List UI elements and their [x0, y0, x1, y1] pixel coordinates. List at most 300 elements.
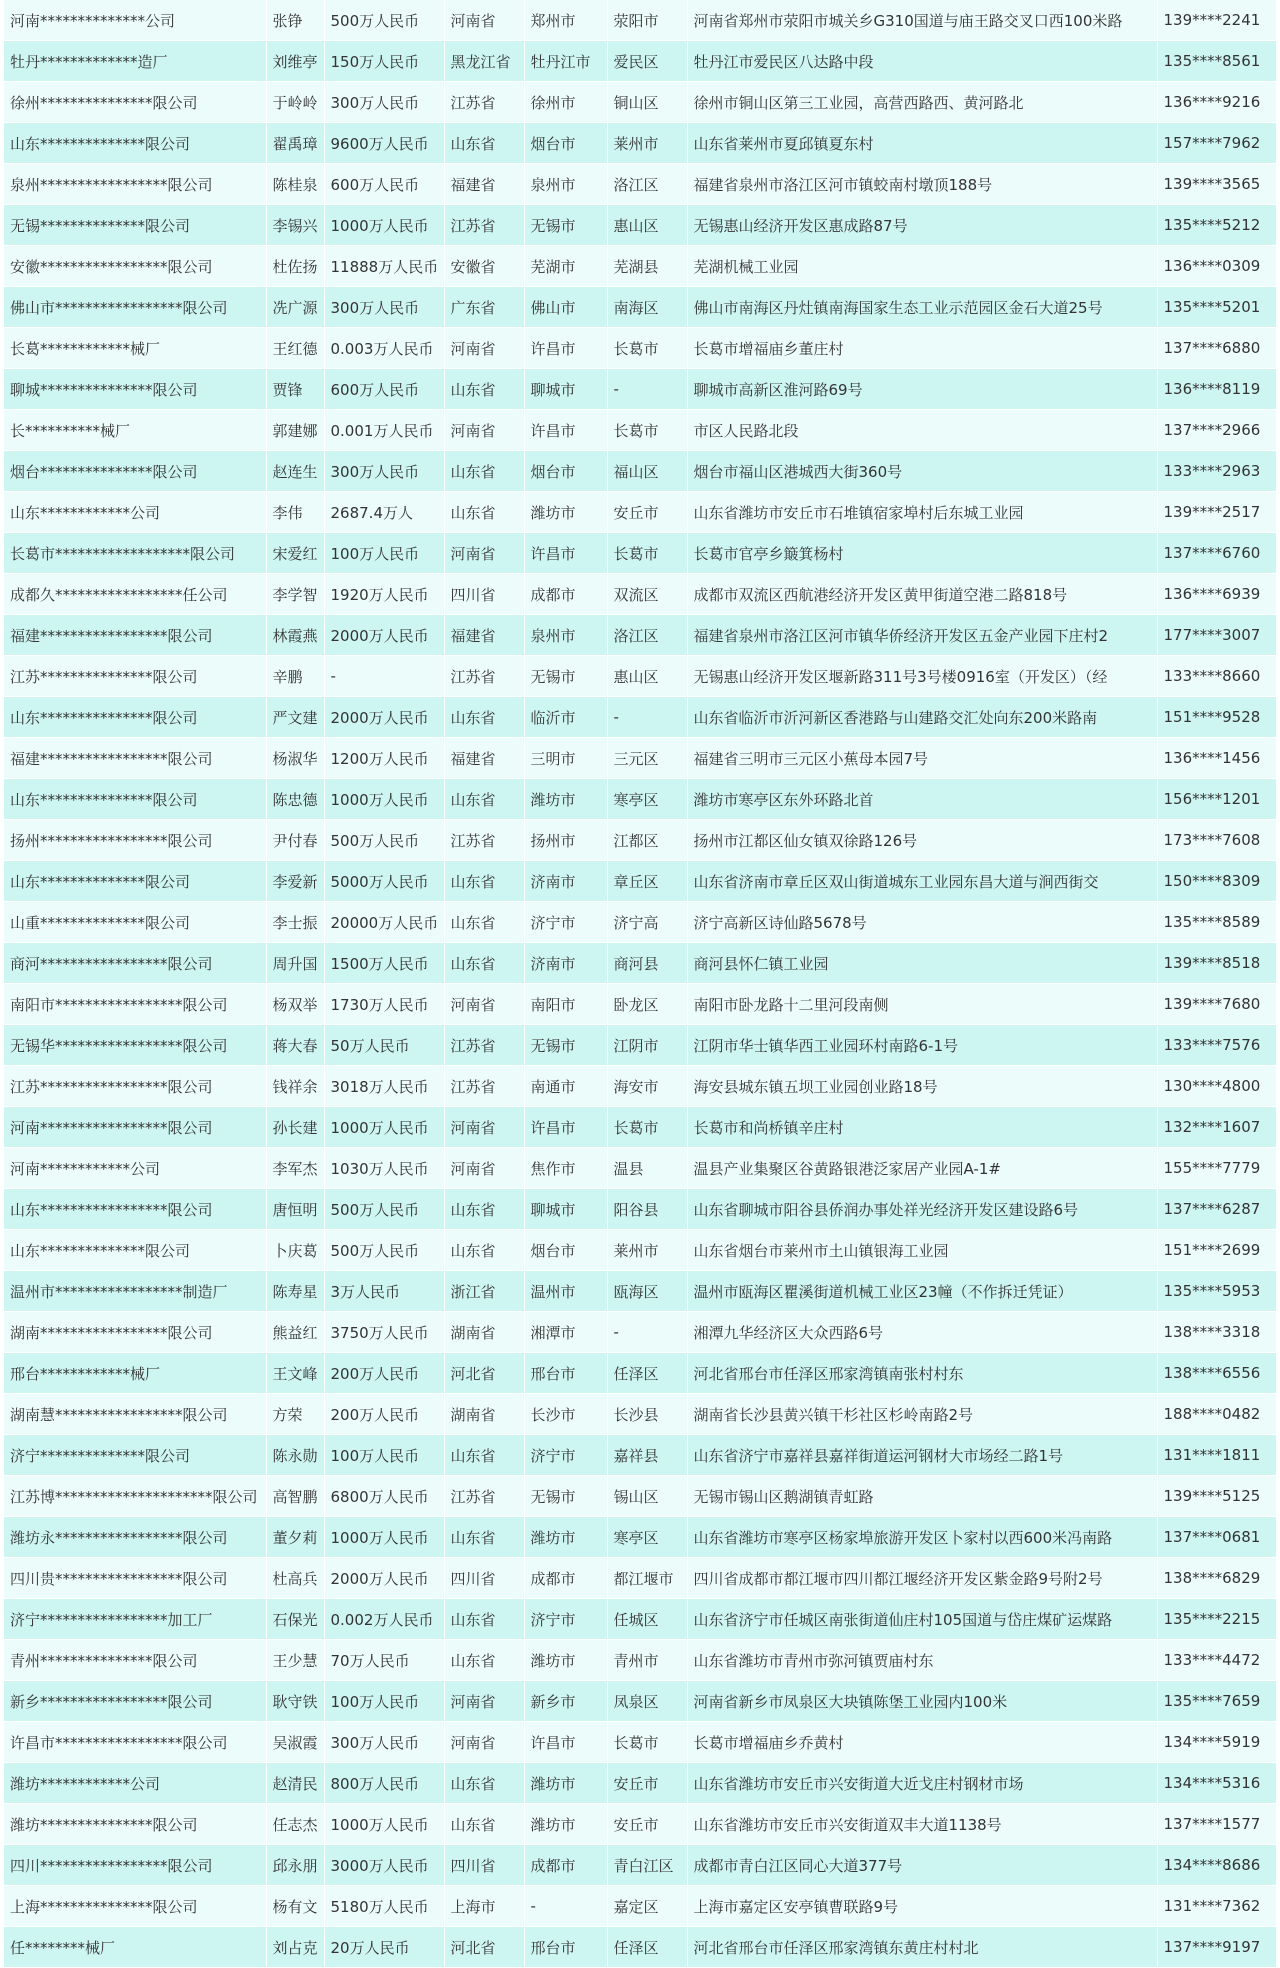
phone-cell: 132****1607: [1157, 1107, 1276, 1148]
registered-capital-cell: 500万人民币: [324, 1230, 444, 1271]
district-cell: 阳谷县: [607, 1189, 687, 1230]
legal-person-cell: 唐恒明: [266, 1189, 324, 1230]
table-row: [4, 1804, 1276, 1845]
district-cell: 莱州市: [607, 123, 687, 164]
legal-person-cell: 宋爱红: [266, 533, 324, 574]
province-cell: 河北省: [444, 1927, 524, 1968]
phone-cell: 135****8561: [1157, 41, 1276, 82]
city-cell: 扬州市: [524, 820, 607, 861]
table-row: [4, 1394, 1276, 1435]
district-cell: 莱州市: [607, 1230, 687, 1271]
province-cell: 四川省: [444, 574, 524, 615]
table-row: [4, 1189, 1276, 1230]
phone-cell: 137****9197: [1157, 1927, 1276, 1968]
registered-capital-cell: 3万人民币: [324, 1271, 444, 1312]
company-table: [4, 0, 1277, 1968]
table-row: [4, 1107, 1276, 1148]
address-cell: 长葛市增福庙乡董庄村: [687, 328, 1157, 369]
district-cell: 章丘区: [607, 861, 687, 902]
city-cell: 烟台市: [524, 123, 607, 164]
registered-capital-cell: 5000万人民币: [324, 861, 444, 902]
province-cell: 河南省: [444, 328, 524, 369]
district-cell: 任泽区: [607, 1927, 687, 1968]
phone-cell: 134****5316: [1157, 1763, 1276, 1804]
phone-cell: 137****6760: [1157, 533, 1276, 574]
address-cell: 山东省济宁市嘉祥县嘉祥街道运河钢材大市场经二路1号: [687, 1435, 1157, 1476]
district-cell: 福山区: [607, 451, 687, 492]
city-cell: 烟台市: [524, 451, 607, 492]
address-cell: 山东省潍坊市安丘市兴安街道大近戈庄村钢材市场: [687, 1763, 1157, 1804]
registered-capital-cell: 1500万人民币: [324, 943, 444, 984]
legal-person-cell: 杨淑华: [266, 738, 324, 779]
city-cell: 南阳市: [524, 984, 607, 1025]
address-cell: 温州市瓯海区瞿溪街道机械工业区23幢（不作拆迁凭证）: [687, 1271, 1157, 1312]
company-name-cell: 山东************公司: [4, 492, 266, 533]
company-name-cell: 无锡**************限公司: [4, 205, 266, 246]
table-row: [4, 82, 1276, 123]
table-row: [4, 1435, 1276, 1476]
phone-cell: 156****1201: [1157, 779, 1276, 820]
registered-capital-cell: 100万人民币: [324, 1435, 444, 1476]
registered-capital-cell: 20万人民币: [324, 1927, 444, 1968]
phone-cell: 133****8660: [1157, 656, 1276, 697]
city-cell: 湘潭市: [524, 1312, 607, 1353]
address-cell: 成都市青白江区同心大道377号: [687, 1845, 1157, 1886]
company-name-cell: 许昌市*****************限公司: [4, 1722, 266, 1763]
legal-person-cell: 钱祥余: [266, 1066, 324, 1107]
province-cell: 江苏省: [444, 205, 524, 246]
table-row: [4, 1640, 1276, 1681]
registered-capital-cell: 1000万人民币: [324, 1107, 444, 1148]
address-cell: 济宁高新区诗仙路5678号: [687, 902, 1157, 943]
district-cell: 寒亭区: [607, 779, 687, 820]
registered-capital-cell: 70万人民币: [324, 1640, 444, 1681]
table-row: [4, 1230, 1276, 1271]
province-cell: 四川省: [444, 1845, 524, 1886]
city-cell: 济宁市: [524, 902, 607, 943]
phone-cell: 138****6829: [1157, 1558, 1276, 1599]
legal-person-cell: 尹付春: [266, 820, 324, 861]
table-row: [4, 861, 1276, 902]
city-cell: 郑州市: [524, 0, 607, 41]
legal-person-cell: 陈永勋: [266, 1435, 324, 1476]
address-cell: 山东省潍坊市安丘市石堆镇宿家埠村后东城工业园: [687, 492, 1157, 533]
table-row: [4, 1927, 1276, 1968]
phone-cell: 135****2215: [1157, 1599, 1276, 1640]
registered-capital-cell: 2000万人民币: [324, 615, 444, 656]
province-cell: 山东省: [444, 779, 524, 820]
company-name-cell: 邢台************械厂: [4, 1353, 266, 1394]
city-cell: 无锡市: [524, 656, 607, 697]
phone-cell: 136****1456: [1157, 738, 1276, 779]
registered-capital-cell: 3750万人民币: [324, 1312, 444, 1353]
registered-capital-cell: 800万人民币: [324, 1763, 444, 1804]
registered-capital-cell: 100万人民币: [324, 533, 444, 574]
district-cell: 长葛市: [607, 1722, 687, 1763]
province-cell: 江苏省: [444, 82, 524, 123]
legal-person-cell: 林霞燕: [266, 615, 324, 656]
phone-cell: 157****7962: [1157, 123, 1276, 164]
district-cell: 长葛市: [607, 533, 687, 574]
district-cell: 安丘市: [607, 1763, 687, 1804]
legal-person-cell: 赵连生: [266, 451, 324, 492]
legal-person-cell: 熊益红: [266, 1312, 324, 1353]
province-cell: 山东省: [444, 1435, 524, 1476]
address-cell: 长葛市增福庙乡乔黄村: [687, 1722, 1157, 1763]
province-cell: 山东省: [444, 451, 524, 492]
address-cell: 上海市嘉定区安亭镇曹联路9号: [687, 1886, 1157, 1927]
legal-person-cell: 李学智: [266, 574, 324, 615]
table-row: [4, 451, 1276, 492]
district-cell: 长葛市: [607, 328, 687, 369]
table-row: [4, 205, 1276, 246]
phone-cell: 135****8589: [1157, 902, 1276, 943]
city-cell: 潍坊市: [524, 1763, 607, 1804]
phone-cell: 137****0681: [1157, 1517, 1276, 1558]
district-cell: 嘉祥县: [607, 1435, 687, 1476]
city-cell: 芜湖市: [524, 246, 607, 287]
legal-person-cell: 王红德: [266, 328, 324, 369]
legal-person-cell: 翟禹璋: [266, 123, 324, 164]
address-cell: 无锡惠山经济开发区惠成路87号: [687, 205, 1157, 246]
table-row: [4, 123, 1276, 164]
registered-capital-cell: 1730万人民币: [324, 984, 444, 1025]
district-cell: 卧龙区: [607, 984, 687, 1025]
city-cell: 许昌市: [524, 328, 607, 369]
province-cell: 河南省: [444, 1681, 524, 1722]
province-cell: 河南省: [444, 1722, 524, 1763]
phone-cell: 137****2966: [1157, 410, 1276, 451]
address-cell: 潍坊市寒亭区东外环路北首: [687, 779, 1157, 820]
district-cell: 瓯海区: [607, 1271, 687, 1312]
district-cell: 长葛市: [607, 410, 687, 451]
city-cell: 焦作市: [524, 1148, 607, 1189]
phone-cell: 151****2699: [1157, 1230, 1276, 1271]
province-cell: 福建省: [444, 164, 524, 205]
province-cell: 山东省: [444, 902, 524, 943]
table-row: [4, 1271, 1276, 1312]
city-cell: 潍坊市: [524, 1804, 607, 1845]
address-cell: 山东省潍坊市寒亭区杨家埠旅游开发区卜家村以西600米冯南路: [687, 1517, 1157, 1558]
legal-person-cell: 杜高兵: [266, 1558, 324, 1599]
district-cell: -: [607, 697, 687, 738]
address-cell: 河北省邢台市任泽区邢家湾镇东黄庄村村北: [687, 1927, 1157, 1968]
company-name-cell: 四川贵*****************限公司: [4, 1558, 266, 1599]
district-cell: 寒亭区: [607, 1517, 687, 1558]
table-row: [4, 1763, 1276, 1804]
registered-capital-cell: 300万人民币: [324, 287, 444, 328]
district-cell: 三元区: [607, 738, 687, 779]
legal-person-cell: 郭建娜: [266, 410, 324, 451]
company-name-cell: 徐州***************限公司: [4, 82, 266, 123]
province-cell: 上海市: [444, 1886, 524, 1927]
table-row: [4, 164, 1276, 205]
table-row: [4, 1845, 1276, 1886]
district-cell: 安丘市: [607, 492, 687, 533]
registered-capital-cell: 1200万人民币: [324, 738, 444, 779]
address-cell: 湘潭九华经济区大众西路6号: [687, 1312, 1157, 1353]
table-row: [4, 615, 1276, 656]
table-row: [4, 738, 1276, 779]
province-cell: 河北省: [444, 1353, 524, 1394]
city-cell: 聊城市: [524, 369, 607, 410]
registered-capital-cell: 1030万人民币: [324, 1148, 444, 1189]
city-cell: 无锡市: [524, 1476, 607, 1517]
address-cell: 扬州市江都区仙女镇双徐路126号: [687, 820, 1157, 861]
province-cell: 山东省: [444, 1763, 524, 1804]
company-name-cell: 山东*****************限公司: [4, 1189, 266, 1230]
city-cell: 许昌市: [524, 533, 607, 574]
province-cell: 河南省: [444, 1148, 524, 1189]
legal-person-cell: 赵清民: [266, 1763, 324, 1804]
legal-person-cell: 蒋大春: [266, 1025, 324, 1066]
registered-capital-cell: 1000万人民币: [324, 1517, 444, 1558]
registered-capital-cell: 0.001万人民币: [324, 410, 444, 451]
address-cell: 福建省泉州市洛江区河市镇蛟南村墩顶188号: [687, 164, 1157, 205]
phone-cell: 136****0309: [1157, 246, 1276, 287]
legal-person-cell: 刘占克: [266, 1927, 324, 1968]
address-cell: 江阴市华士镇华西工业园环村南路6-1号: [687, 1025, 1157, 1066]
phone-cell: 136****8119: [1157, 369, 1276, 410]
district-cell: 锡山区: [607, 1476, 687, 1517]
table-row: [4, 1599, 1276, 1640]
legal-person-cell: 吴淑霞: [266, 1722, 324, 1763]
phone-cell: 133****4472: [1157, 1640, 1276, 1681]
legal-person-cell: 辛鹏: [266, 656, 324, 697]
company-name-cell: 山重**************限公司: [4, 902, 266, 943]
address-cell: 湖南省长沙县黄兴镇干杉社区杉岭南路2号: [687, 1394, 1157, 1435]
company-name-cell: 任********械厂: [4, 1927, 266, 1968]
registered-capital-cell: 3000万人民币: [324, 1845, 444, 1886]
province-cell: 河南省: [444, 1107, 524, 1148]
company-name-cell: 上海***************限公司: [4, 1886, 266, 1927]
registered-capital-cell: 300万人民币: [324, 1722, 444, 1763]
registered-capital-cell: 1000万人民币: [324, 779, 444, 820]
legal-person-cell: 杨双举: [266, 984, 324, 1025]
address-cell: 长葛市和尚桥镇辛庄村: [687, 1107, 1157, 1148]
city-cell: 徐州市: [524, 82, 607, 123]
phone-cell: 139****3565: [1157, 164, 1276, 205]
district-cell: 江都区: [607, 820, 687, 861]
province-cell: 浙江省: [444, 1271, 524, 1312]
district-cell: 南海区: [607, 287, 687, 328]
company-name-cell: 商河*****************限公司: [4, 943, 266, 984]
table-row: [4, 1681, 1276, 1722]
district-cell: 芜湖县: [607, 246, 687, 287]
table-row: [4, 492, 1276, 533]
registered-capital-cell: 300万人民币: [324, 82, 444, 123]
province-cell: 广东省: [444, 287, 524, 328]
province-cell: 山东省: [444, 1189, 524, 1230]
address-cell: 无锡惠山经济开发区堰新路311号3号楼0916室（开发区）（经: [687, 656, 1157, 697]
legal-person-cell: 周升国: [266, 943, 324, 984]
city-cell: 潍坊市: [524, 1517, 607, 1558]
phone-cell: 133****2963: [1157, 451, 1276, 492]
registered-capital-cell: 600万人民币: [324, 369, 444, 410]
table-row: [4, 943, 1276, 984]
table-row: [4, 1517, 1276, 1558]
registered-capital-cell: 1000万人民币: [324, 1804, 444, 1845]
company-name-cell: 江苏*****************限公司: [4, 1066, 266, 1107]
district-cell: 洛江区: [607, 615, 687, 656]
legal-person-cell: 李士振: [266, 902, 324, 943]
address-cell: 无锡市锡山区鹅湖镇青虹路: [687, 1476, 1157, 1517]
province-cell: 江苏省: [444, 656, 524, 697]
table-row: [4, 1025, 1276, 1066]
city-cell: 新乡市: [524, 1681, 607, 1722]
legal-person-cell: 王文峰: [266, 1353, 324, 1394]
legal-person-cell: 李爱新: [266, 861, 324, 902]
phone-cell: 151****9528: [1157, 697, 1276, 738]
registered-capital-cell: 5180万人民币: [324, 1886, 444, 1927]
province-cell: 山东省: [444, 369, 524, 410]
legal-person-cell: 于岭岭: [266, 82, 324, 123]
district-cell: 惠山区: [607, 205, 687, 246]
province-cell: 山东省: [444, 697, 524, 738]
company-name-cell: 济宁**************限公司: [4, 1435, 266, 1476]
company-name-cell: 南阳市*****************限公司: [4, 984, 266, 1025]
table-row: [4, 41, 1276, 82]
table-row: [4, 1353, 1276, 1394]
legal-person-cell: 方荣: [266, 1394, 324, 1435]
district-cell: 长沙县: [607, 1394, 687, 1435]
company-name-cell: 安徽*****************限公司: [4, 246, 266, 287]
district-cell: -: [607, 1312, 687, 1353]
legal-person-cell: 李锡兴: [266, 205, 324, 246]
company-name-cell: 湖南慧*****************限公司: [4, 1394, 266, 1435]
company-name-cell: 福建*****************限公司: [4, 615, 266, 656]
legal-person-cell: 任志杰: [266, 1804, 324, 1845]
legal-person-cell: 孙长建: [266, 1107, 324, 1148]
legal-person-cell: 杜佐扬: [266, 246, 324, 287]
phone-cell: 135****7659: [1157, 1681, 1276, 1722]
province-cell: 山东省: [444, 1517, 524, 1558]
company-name-cell: 山东**************限公司: [4, 1230, 266, 1271]
company-name-cell: 成都久*****************任公司: [4, 574, 266, 615]
city-cell: 济南市: [524, 943, 607, 984]
phone-cell: 131****7362: [1157, 1886, 1276, 1927]
company-name-cell: 山东**************限公司: [4, 123, 266, 164]
province-cell: 湖南省: [444, 1394, 524, 1435]
city-cell: 许昌市: [524, 1722, 607, 1763]
table-row: [4, 779, 1276, 820]
table-body: [4, 0, 1276, 1968]
legal-person-cell: 贾锋: [266, 369, 324, 410]
table-row: [4, 1722, 1276, 1763]
table-row: [4, 1886, 1276, 1927]
legal-person-cell: 高智鹏: [266, 1476, 324, 1517]
city-cell: 泉州市: [524, 615, 607, 656]
phone-cell: 131****1811: [1157, 1435, 1276, 1476]
address-cell: 海安县城东镇五坝工业园创业路18号: [687, 1066, 1157, 1107]
registered-capital-cell: 200万人民币: [324, 1394, 444, 1435]
table-row: [4, 1148, 1276, 1189]
city-cell: 佛山市: [524, 287, 607, 328]
address-cell: 山东省济宁市任城区南张街道仙庄村105国道与岱庄煤矿运煤路: [687, 1599, 1157, 1640]
province-cell: 福建省: [444, 615, 524, 656]
district-cell: 青州市: [607, 1640, 687, 1681]
phone-cell: 138****6556: [1157, 1353, 1276, 1394]
province-cell: 山东省: [444, 861, 524, 902]
table-row: [4, 1312, 1276, 1353]
province-cell: 河南省: [444, 533, 524, 574]
city-cell: 长沙市: [524, 1394, 607, 1435]
city-cell: 无锡市: [524, 1025, 607, 1066]
city-cell: 潍坊市: [524, 1640, 607, 1681]
registered-capital-cell: 1920万人民币: [324, 574, 444, 615]
table-row: [4, 410, 1276, 451]
company-name-cell: 牡丹*************造厂: [4, 41, 266, 82]
phone-cell: 173****7608: [1157, 820, 1276, 861]
province-cell: 江苏省: [444, 1066, 524, 1107]
district-cell: 青白江区: [607, 1845, 687, 1886]
registered-capital-cell: 50万人民币: [324, 1025, 444, 1066]
registered-capital-cell: 2687.4万人: [324, 492, 444, 533]
company-name-cell: 泉州*****************限公司: [4, 164, 266, 205]
address-cell: 温县产业集聚区谷黄路银港泛家居产业园A-1#: [687, 1148, 1157, 1189]
province-cell: 山东省: [444, 492, 524, 533]
phone-cell: 139****8518: [1157, 943, 1276, 984]
district-cell: 都江堰市: [607, 1558, 687, 1599]
table-row: [4, 820, 1276, 861]
district-cell: 任城区: [607, 1599, 687, 1640]
registered-capital-cell: 3018万人民币: [324, 1066, 444, 1107]
address-cell: 山东省烟台市莱州市土山镇银海工业园: [687, 1230, 1157, 1271]
address-cell: 长葛市官亭乡簸箕杨村: [687, 533, 1157, 574]
registered-capital-cell: 6800万人民币: [324, 1476, 444, 1517]
company-name-cell: 潍坊************公司: [4, 1763, 266, 1804]
phone-cell: 134****8686: [1157, 1845, 1276, 1886]
district-cell: 江阴市: [607, 1025, 687, 1066]
company-name-cell: 聊城***************限公司: [4, 369, 266, 410]
city-cell: 南通市: [524, 1066, 607, 1107]
address-cell: 河南省新乡市凤泉区大块镇陈堡工业园内100米: [687, 1681, 1157, 1722]
legal-person-cell: 邱永朋: [266, 1845, 324, 1886]
district-cell: 商河县: [607, 943, 687, 984]
city-cell: 邢台市: [524, 1927, 607, 1968]
phone-cell: 136****6939: [1157, 574, 1276, 615]
district-cell: 嘉定区: [607, 1886, 687, 1927]
district-cell: 惠山区: [607, 656, 687, 697]
province-cell: 山东省: [444, 1599, 524, 1640]
city-cell: 温州市: [524, 1271, 607, 1312]
address-cell: 河北省邢台市任泽区邢家湾镇南张村村东: [687, 1353, 1157, 1394]
registered-capital-cell: 200万人民币: [324, 1353, 444, 1394]
legal-person-cell: 陈忠德: [266, 779, 324, 820]
legal-person-cell: 陈寿星: [266, 1271, 324, 1312]
registered-capital-cell: 1000万人民币: [324, 205, 444, 246]
table-row: [4, 246, 1276, 287]
registered-capital-cell: 500万人民币: [324, 820, 444, 861]
company-name-cell: 温州市*****************制造厂: [4, 1271, 266, 1312]
table-row: [4, 574, 1276, 615]
address-cell: 芜湖机械工业园: [687, 246, 1157, 287]
address-cell: 聊城市高新区淮河路69号: [687, 369, 1157, 410]
table-row: [4, 1066, 1276, 1107]
province-cell: 四川省: [444, 1558, 524, 1599]
address-cell: 山东省济南市章丘区双山街道城东工业园东昌大道与涧西街交: [687, 861, 1157, 902]
phone-cell: 139****5125: [1157, 1476, 1276, 1517]
city-cell: 潍坊市: [524, 492, 607, 533]
address-cell: 山东省临沂市沂河新区香港路与山建路交汇处向东200米路南: [687, 697, 1157, 738]
phone-cell: 150****8309: [1157, 861, 1276, 902]
phone-cell: 137****6880: [1157, 328, 1276, 369]
province-cell: 安徽省: [444, 246, 524, 287]
table-row: [4, 369, 1276, 410]
company-name-cell: 山东***************限公司: [4, 697, 266, 738]
district-cell: 洛江区: [607, 164, 687, 205]
city-cell: 聊城市: [524, 1189, 607, 1230]
